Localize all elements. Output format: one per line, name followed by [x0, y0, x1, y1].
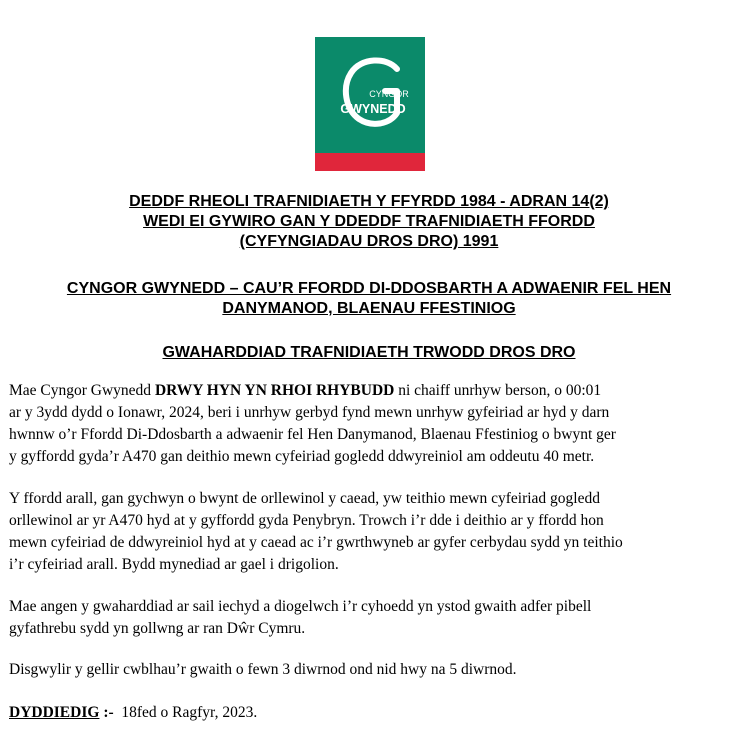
act-heading-line: (CYFYNGIADAU DROS DRO) 1991 [239, 233, 499, 250]
closure-heading [0, 279, 738, 319]
dated-label: DYDDIEDIG [9, 704, 100, 721]
cyngor-gwynedd-logo [315, 37, 425, 171]
paragraph-line: gyfathrebu sydd yn gollwng ar ran Dŵr Cymru. [9, 620, 306, 637]
paragraph-line: Y ffordd arall, gan gychwyn o bwynt de orllewinol y caead, yw teithio mewn cyfeiriad gogledd [9, 490, 600, 507]
notice-emphasis: DRWY HYN YN RHOI RHYBUDD [154, 382, 395, 399]
notice-paragraph [9, 380, 728, 468]
closure-heading-line: CYNGOR GWYNEDD – CAU’R FFORDD DI-DDOSBARTH A ADWAENIR FEL HEN [66, 280, 672, 297]
prohibition-heading [0, 343, 738, 363]
paragraph-line: orllewinol ar yr A470 hyd at y gyffordd gyda Penybryn. Trowch i’r dde i deithio ar y ffordd hon [9, 512, 604, 529]
prohibition-heading-line: GWAHARDDIAD TRAFNIDIAETH TRWODD DROS DRO [162, 344, 576, 361]
paragraph-line: ar y 3ydd dydd o Ionawr, 2024, beri i unrhyw gerbyd fynd mewn unrhyw gyfeiriad ar hyd y darn [9, 404, 610, 421]
reason-paragraph [9, 596, 728, 640]
paragraph-line: i’r cyfeiriad arall. Bydd mynediad ar gael i drigolion. [9, 556, 339, 573]
paragraph-line [9, 380, 728, 402]
logo-red-band [315, 153, 425, 171]
act-heading-line: WEDI EI GYWIRO GAN Y DDEDDF TRAFNIDIAETH FFORDD [143, 213, 595, 230]
paragraph-line: Mae angen y gwaharddiad ar sail iechyd a diogelwch i’r cyhoedd yn ystod gwaith adfer pibell [9, 598, 592, 615]
dated-value: 18fed o Ragfyr, 2023. [121, 704, 258, 721]
dated-row [9, 702, 728, 724]
paragraph-text: ni chaiff unrhyw berson, o 00:01 [394, 382, 602, 399]
dated-line [9, 702, 728, 724]
alternative-route-paragraph [9, 488, 728, 576]
duration-paragraph [9, 659, 728, 681]
act-heading [0, 192, 738, 252]
act-heading-line: DEDDF RHEOLI TRAFNIDIAETH Y FFYRDD 1984 - ADRAN 14(2) [129, 193, 609, 210]
logo-graphic [315, 37, 425, 171]
paragraph-line: mewn cyfeiriad de ddwyreiniol hyd at y caead ac i’r gwrthwyneb ar gyfer cerbydau sydd yn teithio [9, 534, 623, 551]
dated-separator: :- [99, 704, 122, 721]
logo-cyngor-text: CYNGOR [369, 89, 409, 99]
paragraph-line: hwnnw o’r Ffordd Di-Ddosbarth a adwaenir fel Hen Danymanod, Blaenau Ffestiniog o bwynt ger [9, 426, 616, 443]
closure-heading-line: DANYMANOD, BLAENAU FFESTINIOG [222, 300, 516, 317]
paragraph-lead: Mae Cyngor Gwynedd [9, 382, 155, 399]
logo-gwynedd-text: GWYNEDD [340, 102, 406, 116]
paragraph-line: Disgwylir y gellir cwblhau’r gwaith o fewn 3 diwrnod ond nid hwy na 5 diwrnod. [9, 661, 517, 678]
paragraph-line: y gyffordd gyda’r A470 gan deithio mewn cyfeiriad gogledd ddwyreiniol am oddeutu 40 metr. [9, 448, 595, 465]
